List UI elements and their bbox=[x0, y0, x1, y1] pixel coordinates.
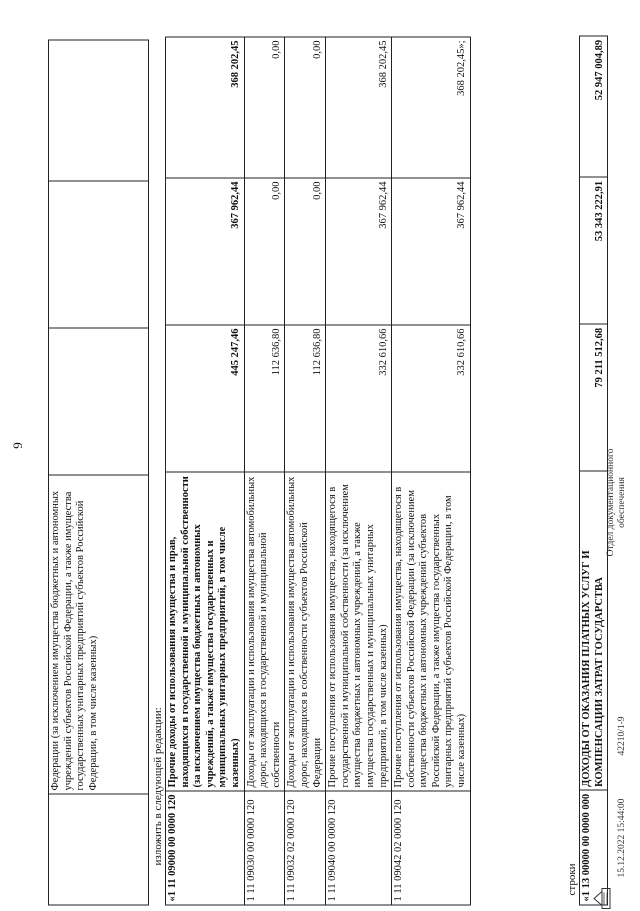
value-cell-1: 112 636,80 bbox=[285, 324, 326, 471]
footer-stamp: Отдел документационного обеспечения bbox=[606, 448, 627, 556]
table-top bbox=[48, 39, 149, 905]
name-cell: Доходы от эксплуатации и использования имущества автомобильных дорог, находящихся в государственной и муниципальной собственности bbox=[244, 471, 285, 790]
document-stamp-icon bbox=[590, 885, 612, 911]
table-main bbox=[165, 36, 471, 905]
value-cell-2: 53 343 222,91 bbox=[580, 177, 608, 324]
code-cell: 1 11 09032 02 0000 120 bbox=[285, 790, 326, 904]
value-cell-2: 367 962,44 bbox=[166, 177, 245, 324]
value-cell-2: 0,00 bbox=[244, 177, 285, 324]
name-cell: Доходы от эксплуатации и использования имущества автомобильных дорог, находящихся в собственности субъектов Российской Федерации bbox=[285, 471, 326, 790]
code-cell: 1 11 09042 02 0000 120 bbox=[392, 790, 471, 904]
code-cell: «1 13 00000 00 0000 000 bbox=[580, 790, 608, 905]
table-row bbox=[166, 36, 245, 904]
name-cell: ДОХОДЫ ОТ ОКАЗАНИЯ ПЛАТНЫХ УСЛУГ И КОМПЕНСАЦИИ ЗАТРАТ ГОСУДАРСТВА bbox=[580, 471, 608, 790]
value-cell-1: 332 610,66 bbox=[326, 324, 392, 471]
table-row bbox=[326, 36, 392, 904]
value-cell-3: 368 202,45 bbox=[166, 36, 245, 177]
table-row bbox=[580, 36, 608, 905]
name-cell: Прочие поступления от использования имущества, находящегося в собственности субъектов Российской Федерации (за исключением имущества бюджетных и автономных учреждений субъектов Российской Федерации, а также имущества государственных унитарных предприятий субъектов Российской Федерации, в том числе казенных) bbox=[392, 471, 471, 790]
value-cell-2: 367 962,44 bbox=[392, 177, 471, 324]
code-cell bbox=[49, 794, 149, 905]
value-cell-3: 368 202,45 bbox=[326, 36, 392, 177]
name-cell: Федерации (за исключением имущества бюджетных и автономных учреждений субъектов Российской Федерации, а также имущества государственных унитарных предприятий субъектов Российской Федерации, в том числе казенных) bbox=[49, 475, 149, 794]
value-cell-2: 367 962,44 bbox=[326, 177, 392, 324]
table-row bbox=[244, 36, 285, 904]
value-cell-2 bbox=[49, 181, 149, 328]
name-cell: Прочие доходы от использования имущества и прав, находящихся в государственной и муниципальной собственности (за исключением имущества бюджетных и автономных учреждений, а также имущества государственных и муниципальных унитарных предприятий, в том числе казенных) bbox=[166, 471, 245, 790]
value-cell-3: 0,00 bbox=[244, 36, 285, 177]
value-cell-1: 332 610,66 bbox=[392, 324, 471, 471]
footer-doc-code: 42210/1-9 bbox=[617, 715, 627, 755]
code-cell: 1 11 09030 00 0000 120 bbox=[244, 790, 285, 904]
code-cell: «1 11 09000 00 0000 120 bbox=[166, 790, 245, 904]
value-cell-1 bbox=[49, 328, 149, 475]
value-cell-1: 79 211 512,68 bbox=[580, 324, 608, 471]
rows-label: строки bbox=[566, 862, 578, 895]
table-row bbox=[49, 40, 149, 905]
name-cell: Прочие поступления от использования имущества, находящегося в государственной и муниципальной собственности (за исключением имущества бюджетных и автономных учреждений, а также имущества государственных и муниципальных унитарных предприятий, в том числе казенных) bbox=[326, 471, 392, 790]
value-cell-3: 0,00 bbox=[285, 36, 326, 177]
value-cell-3: 52 947 004,89 bbox=[580, 36, 608, 177]
value-cell-3 bbox=[49, 40, 149, 181]
footer-datetime: 15.12.2022 15:44:00 bbox=[617, 798, 627, 877]
value-cell-3: 368 202,45»; bbox=[392, 36, 471, 177]
code-cell: 1 11 09040 00 0000 120 bbox=[326, 790, 392, 904]
table-bottom bbox=[579, 35, 608, 905]
page-number: 9 bbox=[10, 441, 25, 449]
table-row bbox=[285, 36, 326, 904]
instruction-text: изложить в следующей редакции: bbox=[152, 706, 164, 865]
value-cell-1: 112 636,80 bbox=[244, 324, 285, 471]
value-cell-2: 0,00 bbox=[285, 177, 326, 324]
table-row bbox=[392, 36, 471, 904]
value-cell-1: 445 247,46 bbox=[166, 324, 245, 471]
